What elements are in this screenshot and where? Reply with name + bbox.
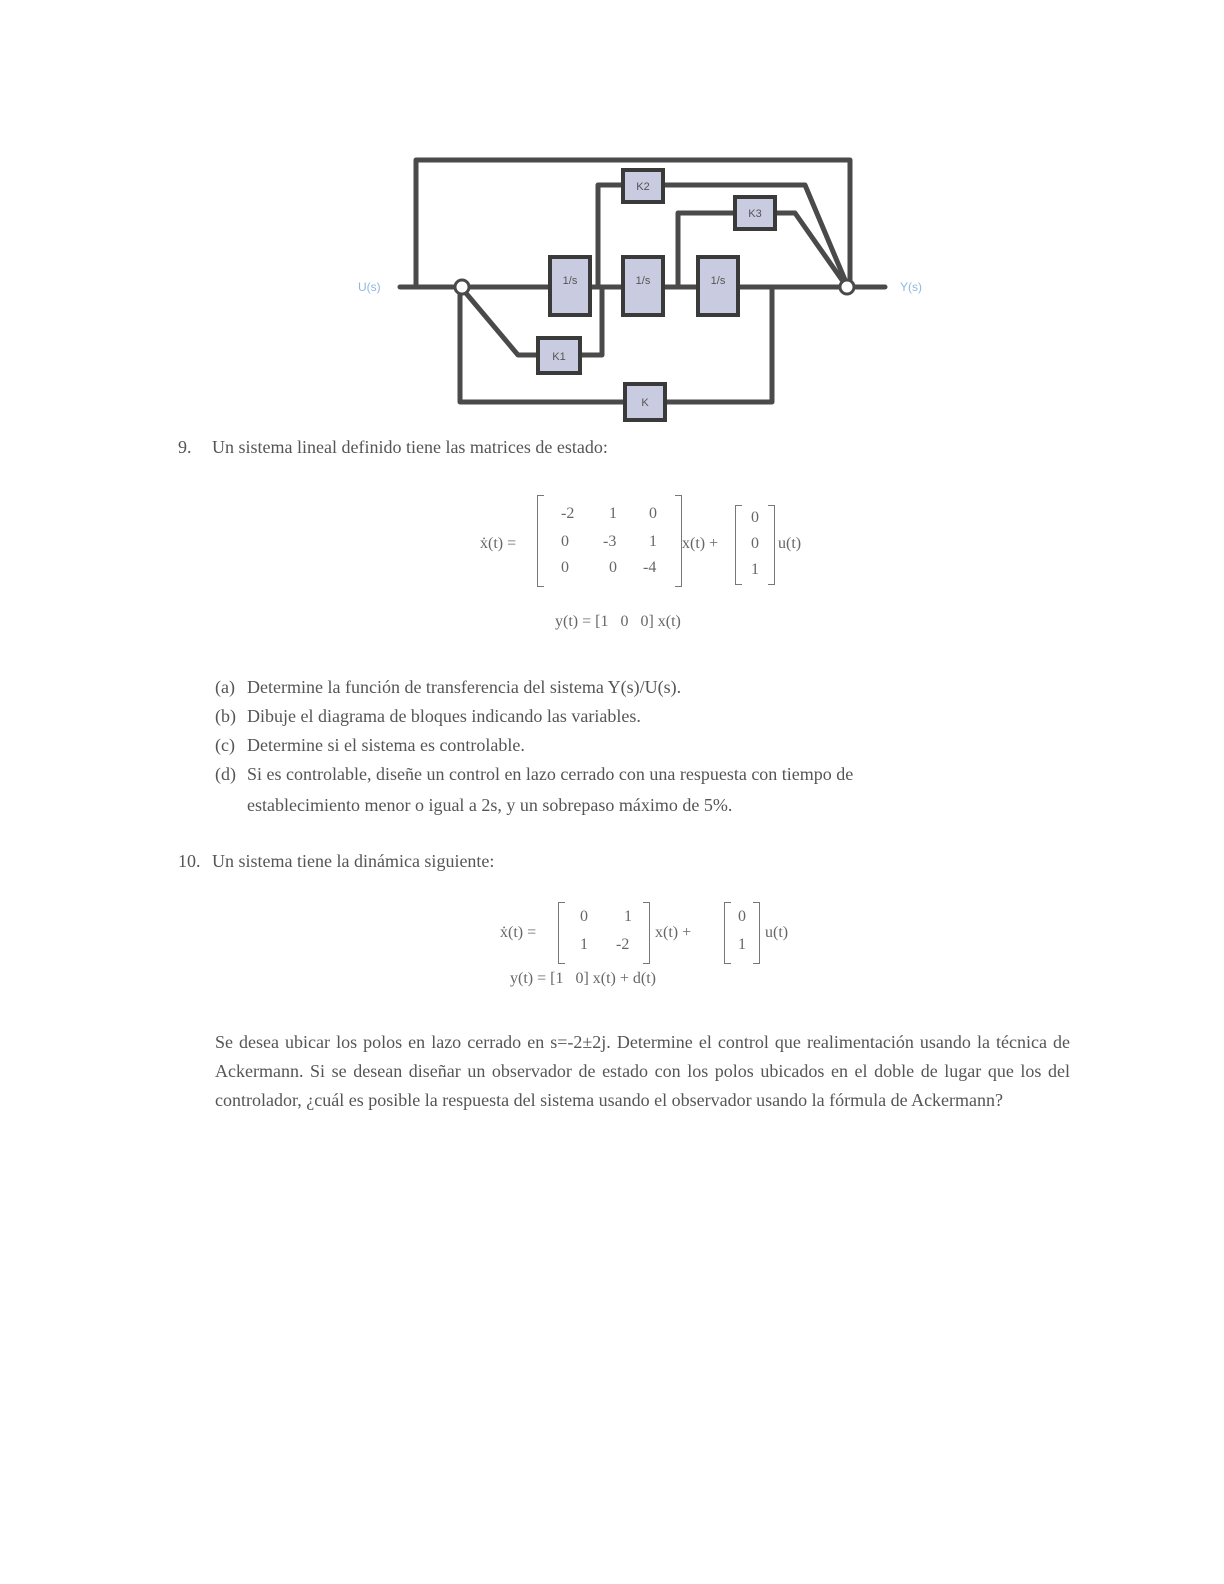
problem-10-paragraph: Se desea ubicar los polos en lazo cerrado en s=-2±2j. Determine el control que realimentación usando la técnica de Ackermann. Si se desean diseñar un observador de estado con los polos ubicados en el doble de lugar que los del controlador, ¿cuál es posible la respuesta del sistema usando el observador usando la fórmula de Ackermann? [215,1032,1070,1110]
summing-junction-output [840,280,854,294]
equation-rhs: u(t) [778,535,802,552]
problem-statement: Un sistema tiene la dinámica siguiente: [212,851,495,871]
input-label: U(s) [358,280,381,294]
matrix-cell: 1 [580,936,588,953]
equation-mid: x(t) + [682,535,719,552]
sub-item-a [215,673,681,702]
matrix-cell: -2 [561,505,575,522]
matrix-cell: 0 [561,559,569,576]
matrix-cell: -2 [616,936,630,953]
block-diagram [340,150,940,425]
sub-item-label: (c) [215,735,235,755]
vector-cell: 1 [751,561,759,578]
block-label: K3 [748,208,762,220]
matrix-cell: 0 [609,559,617,576]
problem-number: 9. [178,437,192,457]
matrix-cell: -4 [643,559,657,576]
output-label: Y(s) [900,280,922,294]
block-label: K [641,397,649,409]
matrix-cell: 0 [580,908,588,925]
matrix-a [558,902,650,964]
vector-cell: 0 [751,535,759,552]
sub-item-b [215,702,641,731]
matrix-cell: 1 [649,533,657,550]
problem-9-heading [178,437,608,458]
output-equation: y(t) = [1 0 0] x(t) [555,613,681,630]
vector-cell: 0 [751,509,759,526]
block-label: K1 [552,351,566,363]
vector-cell: 0 [738,908,746,925]
sub-item-text: Determine la función de transferencia del sistema Y(s)/U(s). [247,677,682,697]
equation-lhs: ẋ(t) = [480,535,517,552]
sub-item-label: (d) [215,764,236,784]
matrix-cell: 0 [649,505,657,522]
sub-item-label: (a) [215,677,235,697]
sub-item-text: Determine si el sistema es controlable. [247,735,525,755]
block-label: K2 [636,181,650,193]
matrix-cell: 1 [609,505,617,522]
block-label: 1/s [562,275,578,287]
output-equation: y(t) = [1 0] x(t) + d(t) [510,970,657,987]
vector-b [724,902,760,964]
block-label: 1/s [635,275,651,287]
summing-junction-input [455,280,469,294]
matrix-cell: -3 [603,533,617,550]
matrix-cell: 0 [561,533,569,550]
sub-item-c [215,731,525,760]
problem-10-heading [178,851,494,872]
equation-lhs: ẋ(t) = [500,924,537,941]
problem-statement: Un sistema lineal definido tiene las matrices de estado: [212,437,608,457]
sub-item-d-continuation: establecimiento menor o igual a 2s, y un sobrepaso máximo de 5%. [247,795,733,815]
vector-cell: 1 [738,936,746,953]
sub-item-d [215,760,853,789]
matrix-a [537,495,682,587]
sub-item-text: Si es controlable, diseñe un control en lazo cerrado con una respuesta con tiempo de [247,764,854,784]
sub-item-text: Dibuje el diagrama de bloques indicando las variables. [247,706,641,726]
block-label: 1/s [710,275,726,287]
equation-mid: x(t) + [655,924,692,941]
vector-b [735,505,775,585]
sub-item-label: (b) [215,706,236,726]
matrix-cell: 1 [624,908,632,925]
problem-number: 10. [178,851,201,871]
equation-rhs: u(t) [765,924,789,941]
